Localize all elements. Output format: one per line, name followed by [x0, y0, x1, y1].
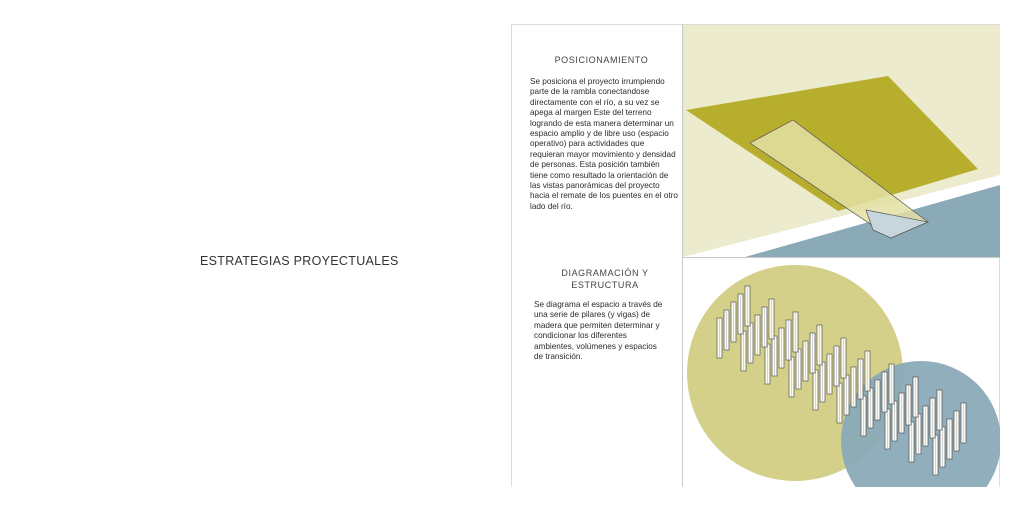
pillar	[827, 354, 832, 394]
pillar	[913, 377, 918, 417]
positioning-diagram	[683, 25, 1000, 257]
pillar	[769, 299, 774, 339]
section-text-posicionamiento: Se posiciona el proyecto irrumpiendo parte de la rambla conectandose directamente con el río, a su vez se apega al margen Este del terreno logrando de esta manera determinar un espacio amplio y de libre uso (espacio operativo) para actividades que requieran mayor movimiento y densidad de personas. Esta posición también tiene como resultado la orientación de las vistas panorámicas del proyecto hacia el remate de los puentes en el otro lado del río.	[530, 77, 678, 211]
pillar	[731, 302, 736, 342]
pillar	[786, 320, 791, 360]
pillar	[916, 414, 921, 454]
pillar	[813, 370, 818, 410]
pillar	[748, 323, 753, 363]
pillar	[810, 333, 815, 373]
pillar	[841, 338, 846, 378]
pillar	[940, 427, 945, 467]
pillar	[885, 409, 890, 449]
pillar	[851, 367, 856, 407]
pillar	[738, 294, 743, 334]
pillar	[889, 364, 894, 404]
pillar	[762, 307, 767, 347]
pillar	[745, 286, 750, 326]
pillar	[717, 318, 722, 358]
pillar	[765, 344, 770, 384]
pillar	[844, 375, 849, 415]
pillar	[937, 390, 942, 430]
pillar	[834, 346, 839, 386]
pillar	[933, 435, 938, 475]
pillar	[954, 411, 959, 451]
pillar	[789, 357, 794, 397]
pillar	[923, 406, 928, 446]
pillar	[772, 336, 777, 376]
pillar	[803, 341, 808, 381]
pillar	[961, 403, 966, 443]
pillar	[820, 362, 825, 402]
section-heading-posicionamiento: POSICIONAMIENTO	[554, 55, 649, 65]
pillar	[858, 359, 863, 399]
section-text-diagramacion: Se diagrama el espacio a través de una serie de pilares (y vigas) de madera que permiten determinar y condicionar los diferentes ambientes, volúmenes y espacios de transición.	[534, 300, 663, 362]
pillar	[930, 398, 935, 438]
structure-diagram	[683, 258, 1000, 487]
pillar	[724, 310, 729, 350]
pillar	[882, 372, 887, 412]
section-heading-diagramacion: DIAGRAMACIÓN Y ESTRUCTURA	[561, 268, 649, 290]
page-title: ESTRATEGIAS PROYECTUALES	[200, 254, 399, 268]
pillar	[875, 380, 880, 420]
pillar	[947, 419, 952, 459]
pillar	[899, 393, 904, 433]
pillar	[779, 328, 784, 368]
pillar	[817, 325, 822, 365]
pillar	[793, 312, 798, 352]
pillar	[837, 383, 842, 423]
pillar	[865, 351, 870, 391]
pillar	[861, 396, 866, 436]
pillar	[909, 422, 914, 462]
pillar	[892, 401, 897, 441]
pillar	[796, 349, 801, 389]
pillar	[755, 315, 760, 355]
pillar	[868, 388, 873, 428]
pillar	[741, 331, 746, 371]
pillar	[906, 385, 911, 425]
